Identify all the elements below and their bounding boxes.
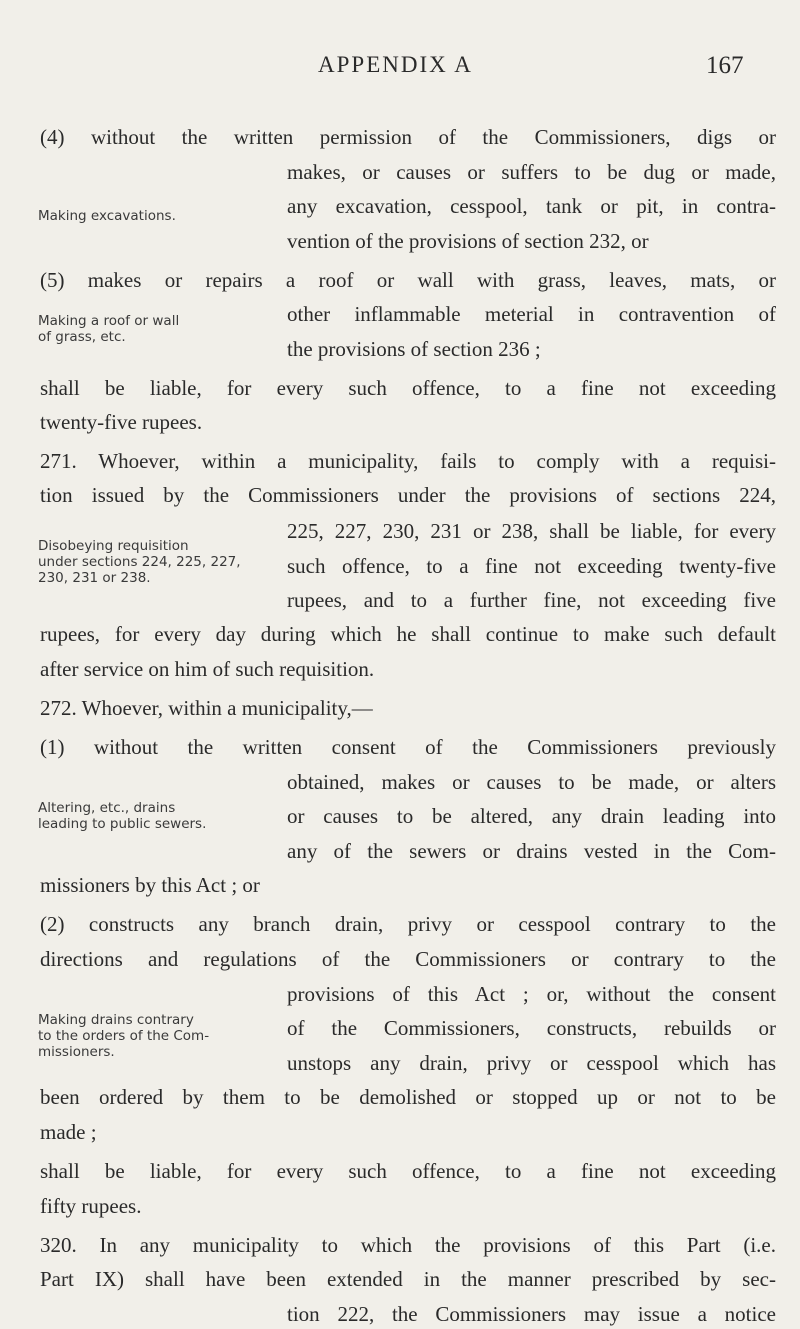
text-line: (4) without the written permission of the Commissioners, digs or bbox=[40, 125, 776, 149]
margin-note bbox=[38, 538, 270, 586]
text-line: such offence, to a fine not exceeding twenty-five bbox=[287, 554, 776, 578]
text-line: 272. Whoever, within a municipality,— bbox=[40, 696, 373, 720]
margin-note-line: 230, 231 or 238. bbox=[38, 570, 151, 586]
text-line: Part IX) shall have been extended in the manner prescribed by sec- bbox=[40, 1267, 776, 1291]
text-line: rupees, and to a further fine, not exceeding five bbox=[287, 588, 776, 612]
text-line: obtained, makes or causes to be made, or alters bbox=[287, 770, 776, 794]
page-header bbox=[0, 52, 800, 92]
text-line: after service on him of such requisition. bbox=[40, 657, 375, 681]
text-line: unstops any drain, privy or cesspool which has bbox=[287, 1051, 776, 1075]
margin-note-line: leading to public sewers. bbox=[38, 816, 207, 832]
margin-note-line: Making drains contrary bbox=[38, 1012, 194, 1028]
margin-note-line: Making a roof or wall bbox=[38, 313, 180, 329]
text-line: the provisions of section 236 ; bbox=[287, 337, 541, 361]
text-line: or causes to be altered, any drain leading into bbox=[287, 804, 776, 828]
text-line: made ; bbox=[40, 1120, 97, 1144]
text-line: twenty-five rupees. bbox=[40, 410, 203, 434]
text-line: any excavation, cesspool, tank or pit, in contra- bbox=[287, 194, 776, 218]
text-line: rupees, for every day during which he shall continue to make such default bbox=[40, 622, 776, 646]
margin-note-line: Making excavations. bbox=[38, 208, 176, 224]
margin-note-line: to the orders of the Com- bbox=[38, 1028, 210, 1044]
text-line: fifty rupees. bbox=[40, 1194, 142, 1218]
text-line: (5) makes or repairs a roof or wall with grass, leaves, mats, or bbox=[40, 268, 776, 292]
text-line: shall be liable, for every such offence, to a fine not exceeding bbox=[40, 376, 776, 400]
margin-note bbox=[38, 1012, 270, 1060]
text-line: tion issued by the Commissioners under the provisions of sections 224, bbox=[40, 483, 776, 507]
margin-note-line: Disobeying requisition bbox=[38, 538, 189, 554]
text-line: 225, 227, 230, 231 or 238, shall be liable, for every bbox=[287, 519, 776, 543]
running-title: APPENDIX A bbox=[318, 52, 473, 77]
text-line: missioners by this Act ; or bbox=[40, 873, 260, 897]
margin-note bbox=[38, 800, 270, 832]
text-line: of the Commissioners, constructs, rebuilds or bbox=[287, 1016, 776, 1040]
text-line: 271. Whoever, within a municipality, fails to comply with a requisi- bbox=[40, 449, 776, 473]
text-line: tion 222, the Commissioners may issue a notice bbox=[287, 1302, 776, 1326]
text-line: makes, or causes or suffers to be dug or made, bbox=[287, 160, 776, 184]
text-line: (2) constructs any branch drain, privy or cesspool contrary to the bbox=[40, 912, 776, 936]
margin-note-line: Altering, etc., drains bbox=[38, 800, 176, 816]
page-number: 167 bbox=[706, 52, 744, 79]
margin-note-line: missioners. bbox=[38, 1044, 115, 1060]
text-line: any of the sewers or drains vested in the Com- bbox=[287, 839, 776, 863]
margin-note-line: of grass, etc. bbox=[38, 329, 126, 345]
text-line: been ordered by them to be demolished or stopped up or not to be bbox=[40, 1085, 776, 1109]
margin-note-line: under sections 224, 225, 227, bbox=[38, 554, 241, 570]
margin-note bbox=[38, 313, 270, 345]
text-line: vention of the provisions of section 232, or bbox=[287, 229, 649, 253]
margin-note bbox=[38, 208, 270, 224]
text-line: shall be liable, for every such offence, to a fine not exceeding bbox=[40, 1159, 776, 1183]
text-line: (1) without the written consent of the Commissioners previously bbox=[40, 735, 776, 759]
text-line: other inflammable meterial in contravention of bbox=[287, 302, 776, 326]
text-line: 320. In any municipality to which the provisions of this Part (i.e. bbox=[40, 1233, 776, 1257]
text-line: provisions of this Act ; or, without the consent bbox=[287, 982, 776, 1006]
text-line: directions and regulations of the Commissioners or contrary to the bbox=[40, 947, 776, 971]
